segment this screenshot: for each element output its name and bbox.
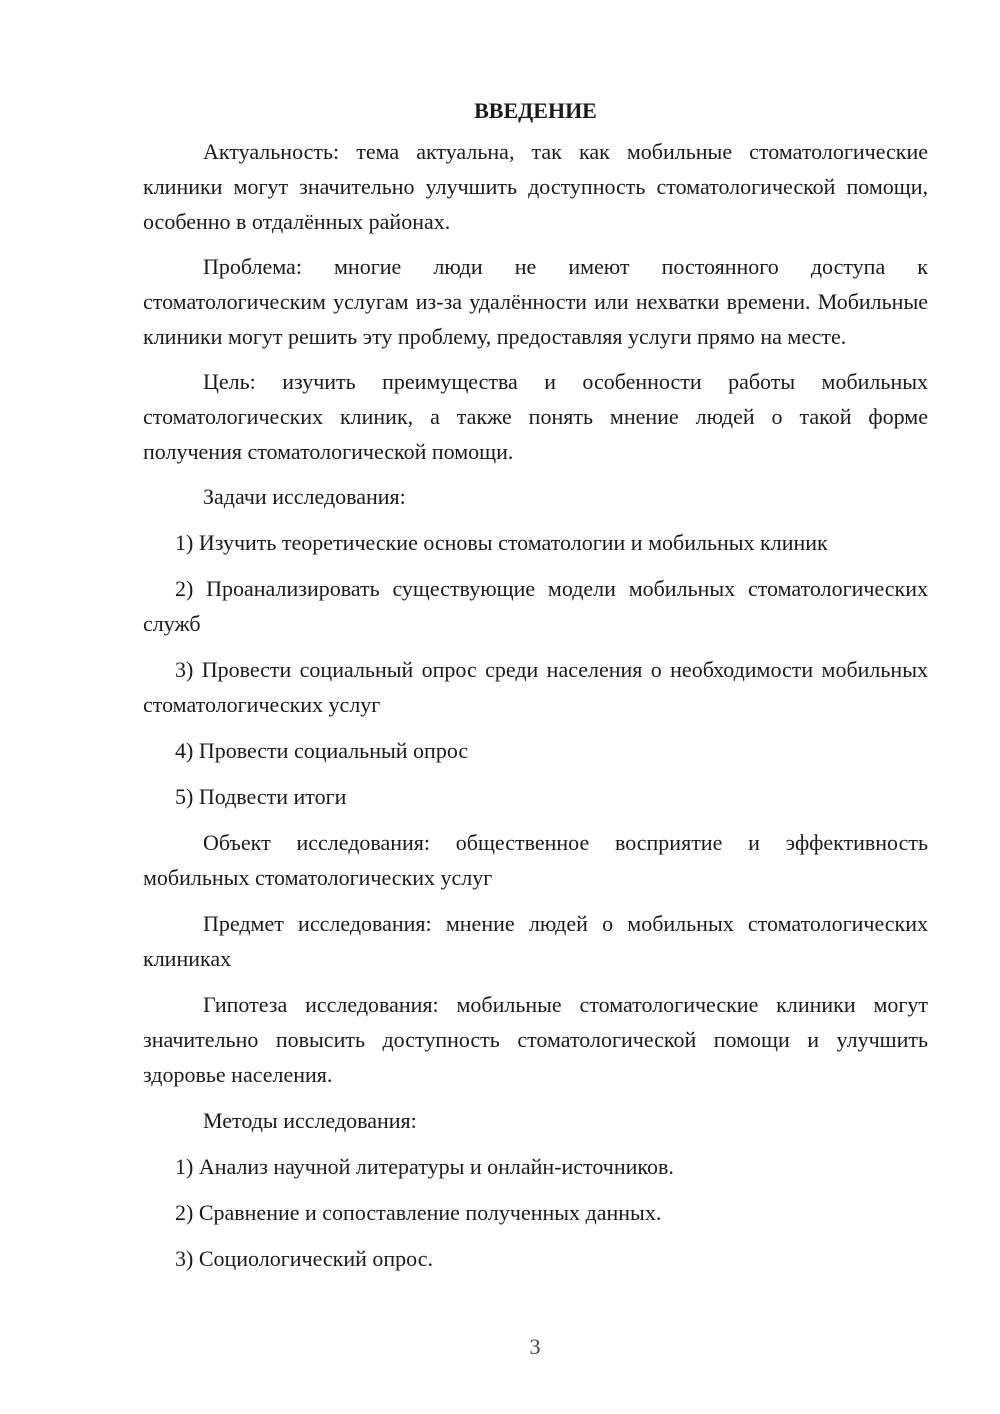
section-title: ВВЕДЕНИЕ — [474, 98, 597, 123]
paragraph-object: Объект исследования: общественное восприятие и эффективность мобильных стоматологических услуг — [143, 830, 928, 890]
list-item-task-2: 2) Проанализировать существующие модели мобильных стоматологических служб — [143, 576, 928, 636]
paragraph-subject: Предмет исследования: мнение людей о мобильных стоматологических клиниках — [143, 911, 928, 971]
list-item-task-3: 3) Провести социальный опрос среди населения о необходимости мобильных стоматологических услуг — [143, 657, 928, 717]
list-item-method-1: 1) Анализ научной литературы и онлайн-источников. — [175, 1154, 674, 1179]
paragraph-relevance: Актуальность: тема актуальна, так как мобильные стоматологические клиники могут значительно улучшить доступность стоматологической помощи, особенно в отдалённых районах. — [143, 139, 928, 234]
paragraph-goal: Цель: изучить преимущества и особенности работы мобильных стоматологических клиник, а также понять мнение людей о такой форме получения стоматологической помощи. — [143, 369, 928, 464]
paragraph-methods-heading: Методы исследования: — [203, 1108, 417, 1133]
paragraph-hypothesis: Гипотеза исследования: мобильные стоматологические клиники могут значительно повысить доступность стоматологической помощи и улучшить здоровье населения. — [143, 992, 928, 1087]
list-item-method-3: 3) Социологический опрос. — [175, 1246, 433, 1271]
list-item-method-2: 2) Сравнение и сопоставление полученных данных. — [175, 1200, 662, 1225]
list-item-task-1: 1) Изучить теоретические основы стоматологии и мобильных клиник — [175, 530, 828, 555]
paragraph-problem: Проблема: многие люди не имеют постоянного доступа к стоматологическим услугам из-за удалённости или нехватки времени. Мобильные клиники могут решить эту проблему, предоставляя услуги прямо на месте. — [143, 254, 928, 349]
list-item-task-5: 5) Подвести итоги — [175, 784, 347, 809]
document-page — [143, 93, 928, 1276]
page-number: 3 — [529, 1334, 541, 1359]
paragraph-tasks-heading: Задачи исследования: — [203, 484, 406, 509]
list-item-task-4: 4) Провести социальный опрос — [175, 738, 469, 763]
